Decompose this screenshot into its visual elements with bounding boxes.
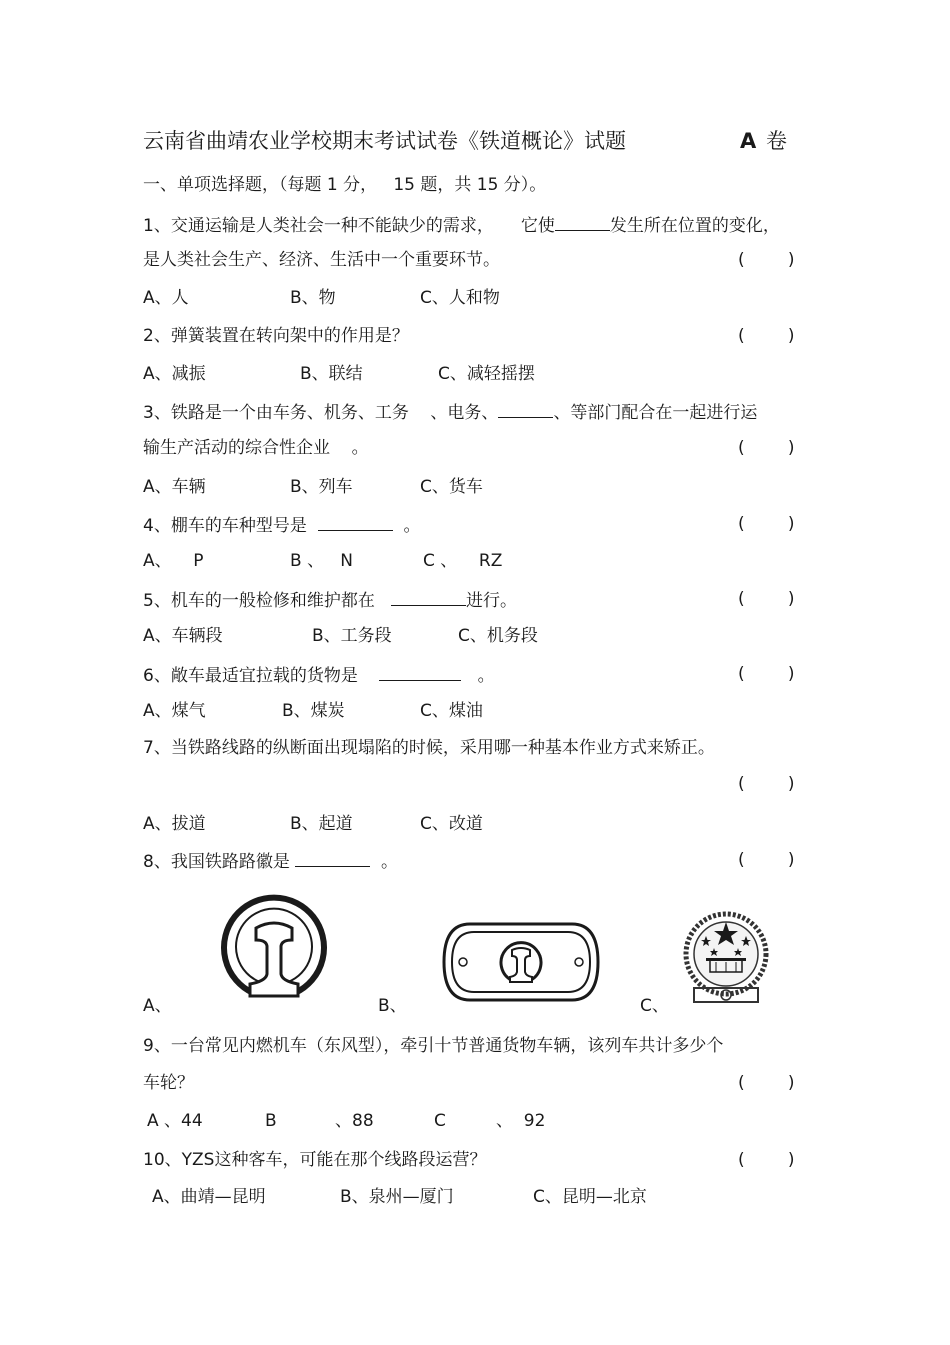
option-a: A、 [143, 996, 172, 1016]
railway-logo-icon [218, 888, 330, 1006]
question-3-line1: 3、铁路是一个由车务、机务、工务 、电务、 、等部门配合在一起进行运 [143, 403, 758, 423]
option-b: B、工务段 [312, 626, 392, 646]
question-4: 4、棚车的车种型号是 。 [143, 516, 421, 536]
option-c: C、改道 [420, 814, 483, 834]
option-c: C、货车 [420, 477, 483, 497]
option-a: A、拔道 [143, 814, 206, 834]
question-5: 5、机车的一般检修和维护都在 进行。 [143, 591, 518, 611]
answer-paren[interactable]: ( ) [738, 850, 795, 870]
option-b-value: 、88 [335, 1111, 374, 1131]
option-b: B、煤炭 [282, 701, 345, 721]
option-a: A、煤气 [143, 701, 206, 721]
answer-paren[interactable]: ( ) [738, 250, 795, 270]
option-b: B 、 N [290, 551, 353, 571]
question-1-line1: 1、交通运输是人类社会一种不能缺少的需求， 它使 发生所在位置的变化， [143, 216, 780, 236]
option-a: A、曲靖—昆明 [152, 1187, 266, 1207]
section-heading: 一、单项选择题，（每题 1 分， 15 题，共 15 分）。 [143, 175, 547, 195]
question-10: 10、YZS这种客车，可能在那个线路段运营？ [143, 1150, 487, 1170]
answer-paren[interactable]: ( ) [738, 774, 795, 794]
option-b: B、物 [290, 288, 336, 308]
option-b: B、列车 [290, 477, 353, 497]
option-c: C 、 RZ [423, 551, 503, 571]
question-3-line2: 输生产活动的综合性企业 。 [143, 438, 369, 458]
option-b: B、泉州—厦门 [340, 1187, 454, 1207]
question-6: 6、敞车最适宜拉载的货物是 。 [143, 666, 495, 686]
volume-suffix: 卷 [766, 129, 787, 153]
question-2: 2、弹簧装置在转向架中的作用是？ [143, 326, 409, 346]
option-c: C、 [640, 996, 669, 1016]
option-c: C、机务段 [458, 626, 538, 646]
answer-paren[interactable]: ( ) [738, 326, 795, 346]
option-b: B、 [378, 996, 407, 1016]
option-a: A 、44 [147, 1111, 203, 1131]
exam-title: 云南省曲靖农业学校期末考试试卷《铁道概论》试题 [143, 129, 626, 153]
oval-plate-icon [440, 920, 602, 1004]
question-9-line1: 9、一台常见内燃机车（东风型），牵引十节普通货物车辆，该列车共计多少个 [143, 1036, 724, 1056]
option-c: C、煤油 [420, 701, 483, 721]
option-b: B、起道 [290, 814, 353, 834]
national-emblem-icon [676, 906, 776, 1008]
answer-paren[interactable]: ( ) [738, 664, 795, 684]
answer-paren[interactable]: ( ) [738, 438, 795, 458]
option-c: C、昆明—北京 [533, 1187, 647, 1207]
answer-paren[interactable]: ( ) [738, 589, 795, 609]
question-1-line2: 是人类社会生产、经济、生活中一个重要环节。 [143, 250, 500, 270]
option-c-letter: C [434, 1111, 446, 1131]
answer-paren[interactable]: ( ) [738, 514, 795, 534]
question-8: 8、我国铁路路徽是 。 [143, 852, 399, 872]
option-c: C、人和物 [420, 288, 500, 308]
option-c-value: 、 92 [496, 1111, 546, 1131]
question-9-line2: 车轮？ [143, 1073, 194, 1093]
question-7: 7、当铁路线路的纵断面出现塌陷的时候，采用哪一种基本作业方式来矫正。 [143, 738, 715, 758]
option-a: A、车辆段 [143, 626, 223, 646]
option-a: A、减振 [143, 364, 206, 384]
option-a: A、人 [143, 288, 189, 308]
option-c: C、减轻摇摆 [438, 364, 535, 384]
option-b-letter: B [265, 1111, 277, 1131]
volume-letter: A [740, 129, 757, 153]
answer-paren[interactable]: ( ) [738, 1073, 795, 1093]
option-a: A、车辆 [143, 477, 206, 497]
answer-paren[interactable]: ( ) [738, 1150, 795, 1170]
option-b: B、联结 [300, 364, 363, 384]
option-a: A、 P [143, 551, 204, 571]
